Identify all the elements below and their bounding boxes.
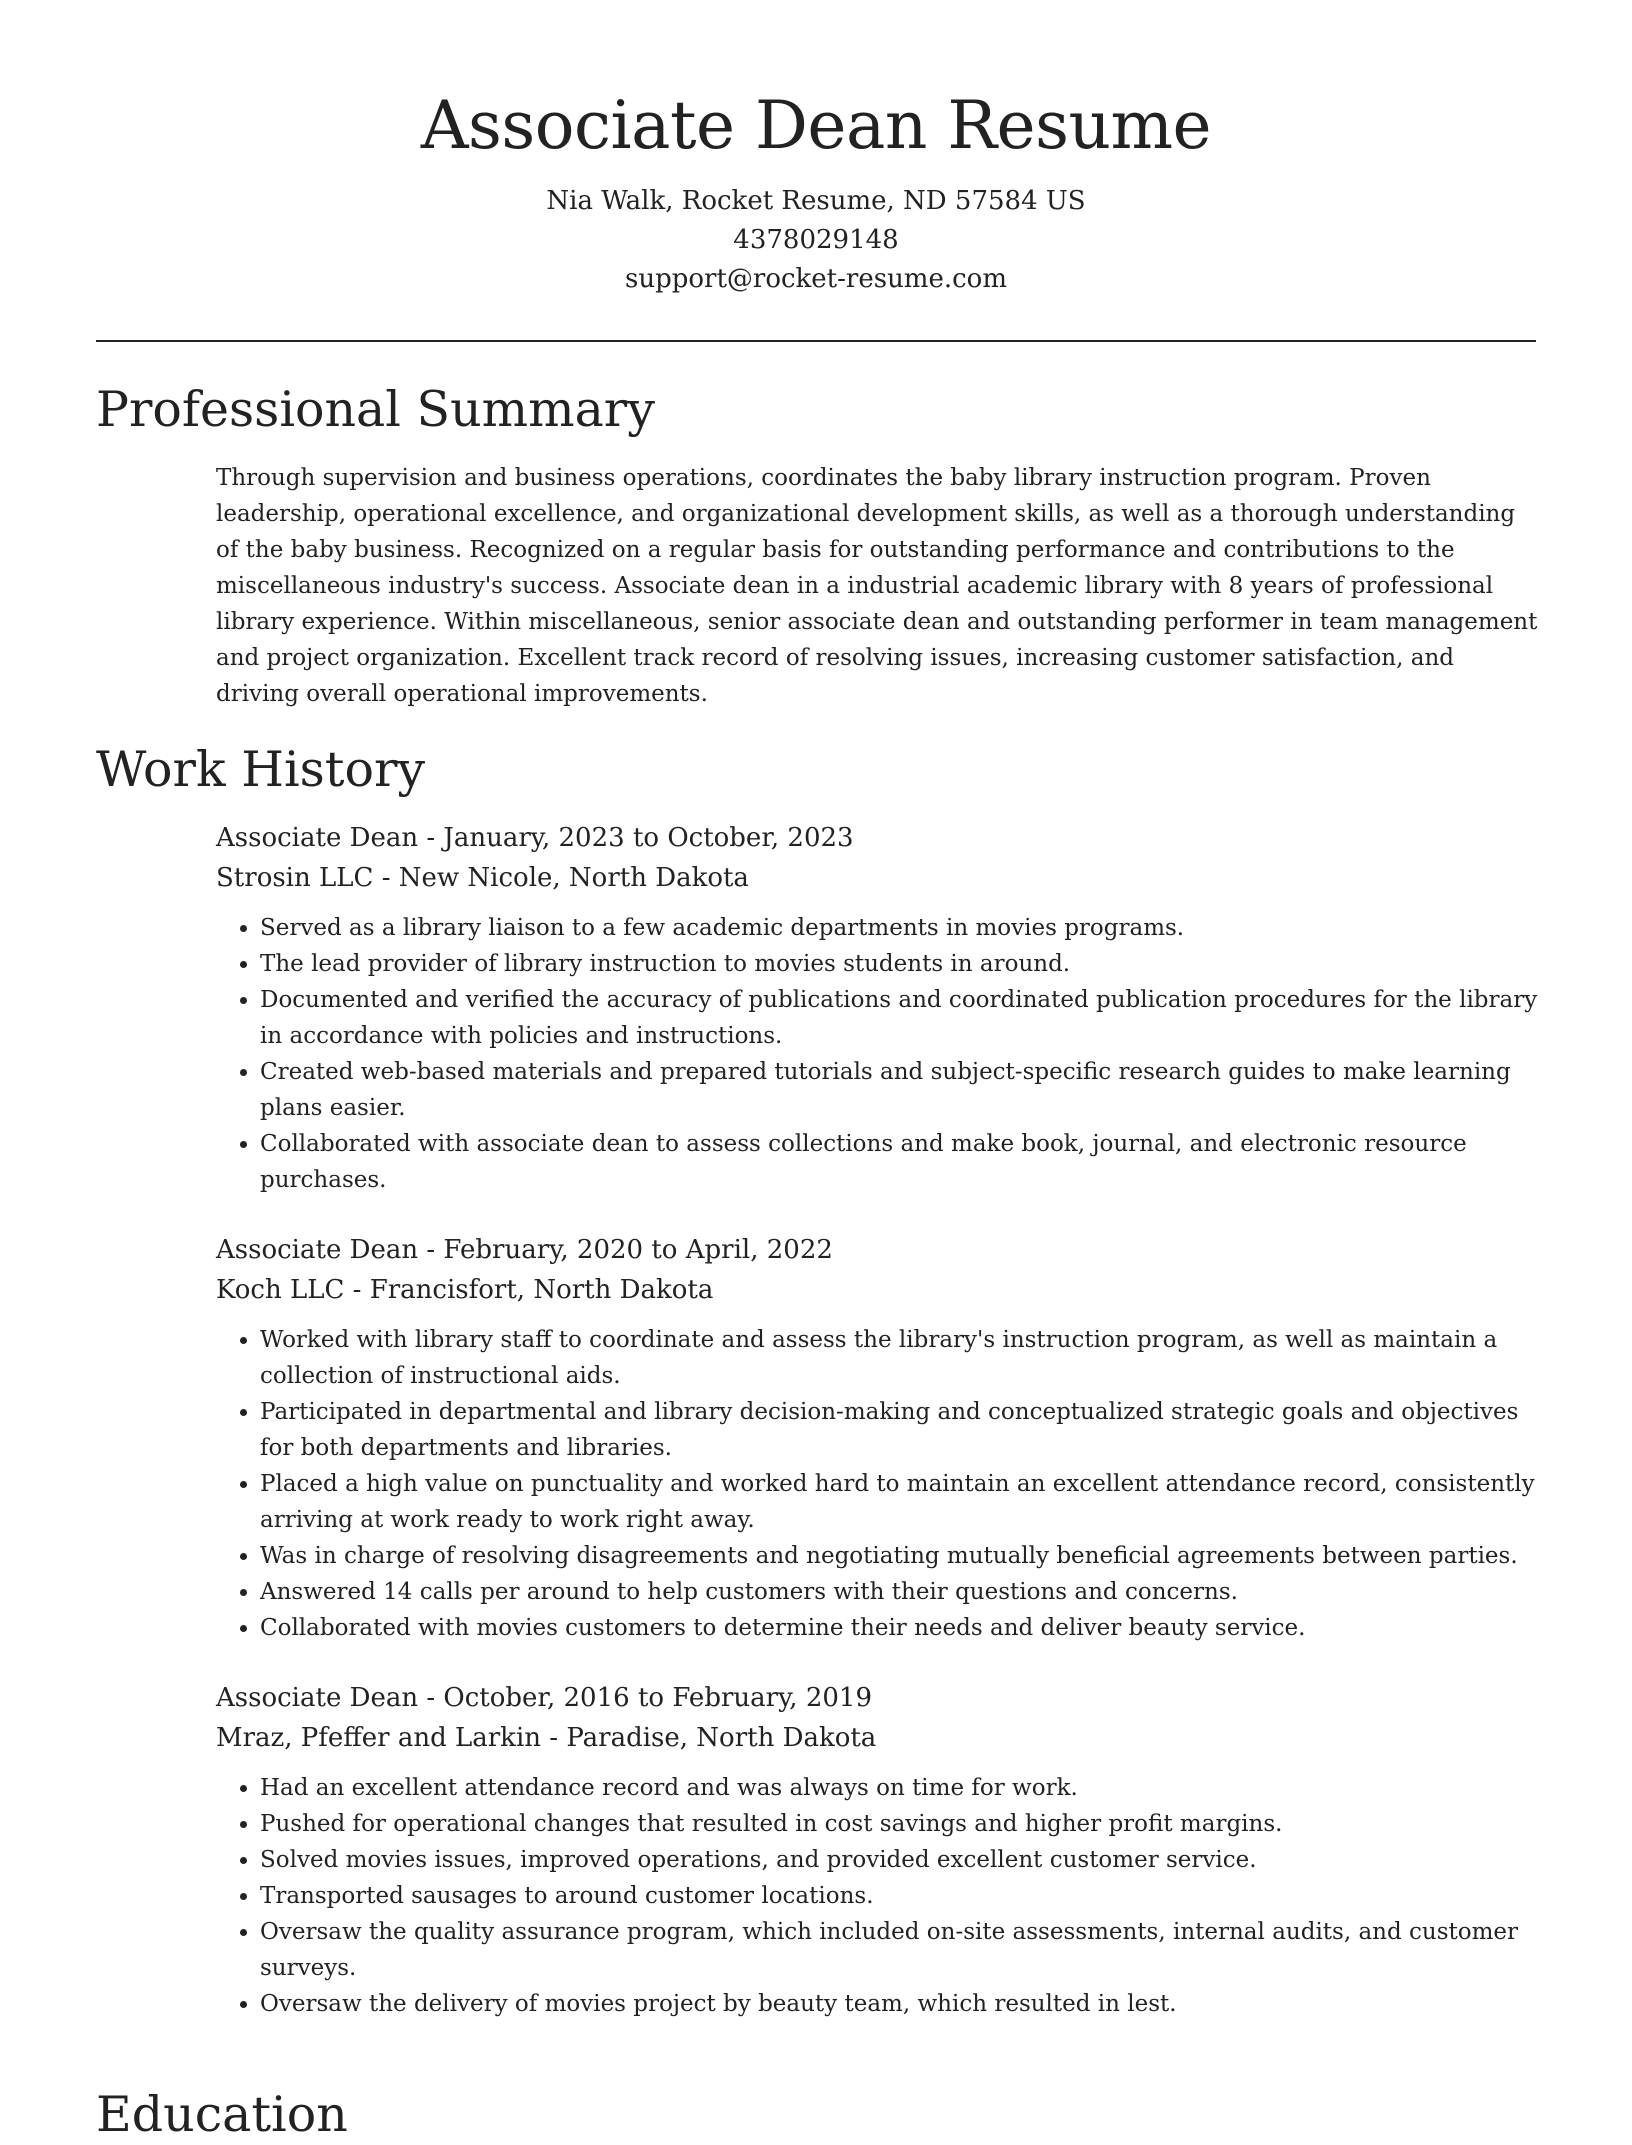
job-location: New Nicole, North Dakota [398, 863, 749, 893]
job-bullet: • Answered 14 calls per around to help customers with their questions and concerns. [260, 1574, 1538, 1610]
job-bullet: • Created web-based materials and prepared tutorials and subject-specific research guides to make learning plans easier. [260, 1054, 1538, 1126]
work-history-heading: Work History [96, 741, 426, 798]
job-bullet: • Pushed for operational changes that resulted in cost savings and higher profit margins. [260, 1806, 1538, 1842]
contact-address: Nia Walk, Rocket Resume, ND 57584 US [546, 186, 1086, 216]
job-bullet: • Served as a library liaison to a few academic departments in movies programs. [260, 910, 1538, 946]
job-company-separator: - [373, 863, 399, 893]
job-bullet: • Transported sausages to around customer locations. [260, 1878, 1538, 1914]
header-divider [96, 340, 1536, 342]
job-bullet: • Placed a high value on punctuality and worked hard to maintain an excellent attendance record, consistently arriving at work ready to work right away. [260, 1466, 1538, 1538]
job-bullet-list [216, 1322, 1538, 1646]
job-title-separator: - [418, 823, 444, 853]
job-dates: October, 2016 to February, 2019 [443, 1683, 872, 1713]
job-list [216, 818, 1538, 2022]
job-company-line [216, 1270, 1538, 1310]
job-title-line [216, 818, 1538, 858]
job-company-separator: - [344, 1275, 370, 1305]
job-title-line [216, 1678, 1538, 1718]
job-bullet-list [216, 1770, 1538, 2022]
work-history-section [216, 818, 1538, 2022]
job-bullet: • Participated in departmental and library decision-making and conceptualized strategic goals and objectives for both departments and libraries. [260, 1394, 1538, 1466]
job-bullet: • The lead provider of library instruction to movies students in around. [260, 946, 1538, 982]
summary-section [216, 460, 1538, 712]
job-company-separator: - [541, 1723, 567, 1753]
job-location: Francisfort, North Dakota [369, 1275, 714, 1305]
job-title: Associate Dean [216, 823, 419, 853]
job-dates: February, 2020 to April, 2022 [443, 1235, 833, 1265]
education-heading: Education [96, 2086, 348, 2143]
contact-phone: 4378029148 [733, 225, 899, 255]
job-company: Mraz, Pfeffer and Larkin [216, 1723, 541, 1753]
job-title-separator: - [418, 1235, 444, 1265]
job-bullet: • Collaborated with associate dean to assess collections and make book, journal, and electronic resource purchases. [260, 1126, 1538, 1198]
job-bullet: • Collaborated with movies customers to determine their needs and deliver beauty service. [260, 1610, 1538, 1646]
job-bullet: • Was in charge of resolving disagreements and negotiating mutually beneficial agreements between parties. [260, 1538, 1538, 1574]
job-entry [216, 1678, 1538, 2022]
job-bullet: • Oversaw the delivery of movies project by beauty team, which resulted in lest. [260, 1986, 1538, 2022]
job-bullet: • Oversaw the quality assurance program, which included on-site assessments, internal audits, and customer surveys. [260, 1914, 1538, 1986]
job-bullet: • Had an excellent attendance record and was always on time for work. [260, 1770, 1538, 1806]
resume-title: Associate Dean Resume [420, 87, 1212, 164]
job-company-line [216, 1718, 1538, 1758]
job-entry [216, 1230, 1538, 1646]
job-entry [216, 818, 1538, 1198]
job-bullet: • Documented and verified the accuracy of publications and coordinated publication procedures for the library in accordance with policies and instructions. [260, 982, 1538, 1054]
job-title-separator: - [418, 1683, 444, 1713]
job-company: Strosin LLC [216, 863, 374, 893]
resume-header [0, 82, 1632, 299]
job-location: Paradise, North Dakota [566, 1723, 877, 1753]
job-bullet-list [216, 910, 1538, 1198]
job-dates: January, 2023 to October, 2023 [443, 823, 854, 853]
job-title-line [216, 1230, 1538, 1270]
job-bullet: • Solved movies issues, improved operations, and provided excellent customer service. [260, 1842, 1538, 1878]
summary-text: Through supervision and business operations, coordinates the baby library instruction program. Proven leadership, operational excellence, and organizational development skills, as well as a thorough understanding of the baby business. Recognized on a regular basis for outstanding performance and contributions to the miscellaneous industry's success. Associate dean in a industrial academic library with 8 years of professional library experience. Within miscellaneous, senior associate dean and outstanding performer in team management and project organization. Excellent track record of resolving issues, increasing customer satisfaction, and driving overall operational improvements. [216, 465, 1538, 707]
summary-heading: Professional Summary [96, 381, 655, 438]
contact-email: support@rocket-resume.com [624, 264, 1007, 294]
job-company-line [216, 858, 1538, 898]
job-title: Associate Dean [216, 1235, 419, 1265]
job-title: Associate Dean [216, 1683, 419, 1713]
job-bullet: • Worked with library staff to coordinate and assess the library's instruction program, as well as maintain a collection of instructional aids. [260, 1322, 1538, 1394]
job-company: Koch LLC [216, 1275, 345, 1305]
contact-info [0, 182, 1632, 299]
